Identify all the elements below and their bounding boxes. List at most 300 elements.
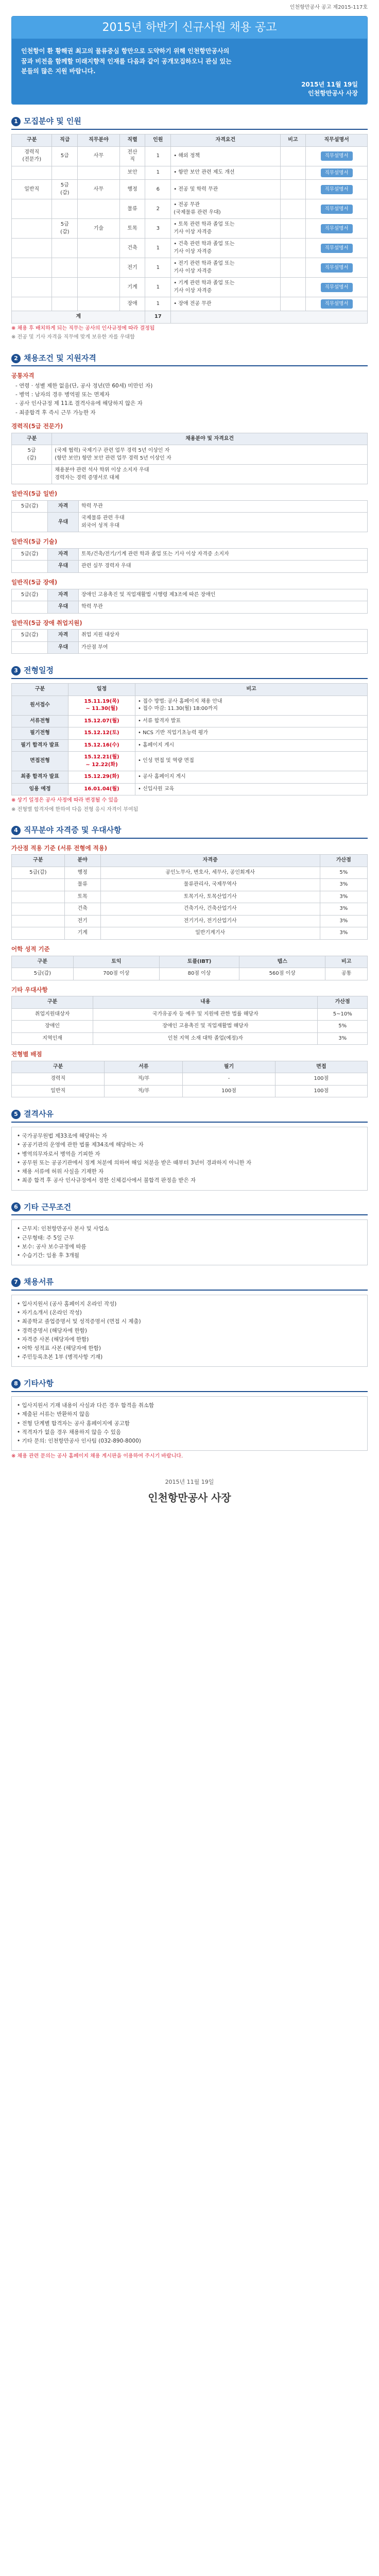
cell-note: • 신입사원 교육 bbox=[135, 783, 368, 795]
table-row bbox=[12, 1032, 368, 1045]
total-count: 17 bbox=[145, 311, 171, 324]
cell-cert: 공인노무사, 변호사, 세무사, 공인회계사 bbox=[100, 867, 320, 879]
section-preferences bbox=[11, 825, 368, 1097]
cell-doc: 적/부 bbox=[105, 1085, 183, 1097]
cell-stage: 면접전형 bbox=[12, 752, 68, 771]
cell-requirement: • 해외 정책 bbox=[171, 146, 280, 166]
section-number: 8 bbox=[11, 1379, 21, 1388]
cell-count: 1 bbox=[145, 278, 171, 297]
text-box bbox=[11, 1295, 368, 1367]
table-row bbox=[12, 445, 368, 465]
cell-note: • 접수 방법: 공사 홈페이지 채용 안내 • 접수 마감: 11.30(월) 18:00까지 bbox=[135, 696, 368, 715]
sub-title: 전형별 배점 bbox=[11, 1050, 42, 1058]
job-description-button[interactable]: 직무설명서 bbox=[321, 168, 353, 178]
table-row bbox=[12, 465, 368, 484]
cell-grade: 5급(갑) bbox=[12, 500, 48, 513]
recruitment-table bbox=[11, 134, 368, 324]
footer-signer: 인천항만공사 사장 bbox=[148, 1491, 231, 1504]
cell-action bbox=[306, 239, 368, 258]
cell-note: • 서류 합격자 발표 bbox=[135, 715, 368, 727]
cell-field: 기술 bbox=[78, 219, 119, 239]
cert-table bbox=[11, 854, 368, 940]
cell-note bbox=[280, 166, 306, 180]
note: ※ 채용 관련 문의는 공사 홈페이지 채용 게시판을 이용하여 주시기 바랍니다. bbox=[11, 1453, 183, 1460]
cell-grade bbox=[12, 915, 65, 927]
section-documents bbox=[11, 1277, 368, 1367]
cell-series: 물류 bbox=[119, 199, 145, 219]
job-description-button[interactable]: 직무설명서 bbox=[321, 185, 353, 194]
bullet-item: - 병역 : 남자의 경우 병역필 또는 면제자 bbox=[15, 392, 110, 398]
list-item: • 입사지원서 기재 내용이 사실과 다른 경우 합격을 취소함 bbox=[17, 1402, 154, 1409]
table-row bbox=[12, 239, 368, 258]
section-misc bbox=[11, 1378, 368, 1460]
cell-series: 전산 직 bbox=[119, 146, 145, 166]
cell-field bbox=[78, 297, 119, 311]
table-header: 내용 bbox=[93, 996, 318, 1009]
cell-note: • 인성 면접 및 역량 면접 bbox=[135, 752, 368, 771]
note: ※ 상기 일정은 공사 사정에 따라 변경될 수 있음 bbox=[11, 798, 118, 804]
table-header: 구분 bbox=[12, 1061, 105, 1073]
section-title-text: 기타사항 bbox=[24, 1379, 54, 1388]
table-header: 분야 bbox=[64, 855, 100, 867]
section-title bbox=[11, 1277, 368, 1291]
cell-field bbox=[78, 239, 119, 258]
list-item: • 자격증 사본 (해당자에 한함) bbox=[17, 1336, 89, 1343]
table-total-row bbox=[12, 311, 368, 324]
cell-grade bbox=[12, 891, 65, 903]
cell-count: 1 bbox=[145, 166, 171, 180]
cell-grade bbox=[52, 258, 78, 278]
table-row bbox=[12, 630, 368, 642]
cell-grade bbox=[12, 903, 65, 916]
total-empty bbox=[171, 311, 368, 324]
cell-requirement: • 건축 관련 학과 졸업 또는 기사 이상 자격증 bbox=[171, 239, 280, 258]
cell-grade bbox=[52, 199, 78, 219]
table-header: 구분 bbox=[12, 956, 74, 968]
sub-title: 일반직(5급 기술) bbox=[11, 538, 58, 546]
cell-grade bbox=[52, 239, 78, 258]
table-row bbox=[12, 589, 368, 601]
cell-cert: 토목기사, 토목산업기사 bbox=[100, 891, 320, 903]
cell-stage: 임용 예정 bbox=[12, 783, 68, 795]
sub-title: 기타 우대사항 bbox=[11, 986, 48, 993]
cell-note bbox=[280, 258, 306, 278]
banner-signer: 인천항만공사 사장 bbox=[308, 89, 358, 97]
cell-kind: 자격 bbox=[48, 500, 79, 513]
cell-field: 사무 bbox=[78, 146, 119, 166]
cell-series: 보안 bbox=[119, 166, 145, 180]
cell-action bbox=[306, 297, 368, 311]
section-title bbox=[11, 665, 368, 679]
section-number: 5 bbox=[11, 1110, 21, 1119]
cell-group bbox=[12, 258, 52, 278]
cell-grade bbox=[52, 278, 78, 297]
table-row bbox=[12, 739, 368, 752]
sub-title: 공통자격 bbox=[11, 372, 35, 380]
table-row bbox=[12, 641, 368, 654]
cell-series: 토목 bbox=[119, 219, 145, 239]
cell-pt: 3% bbox=[320, 915, 367, 927]
cell-series: 건축 bbox=[119, 239, 145, 258]
table-header: 가산점 bbox=[320, 855, 367, 867]
table-row bbox=[12, 1008, 368, 1021]
cell-count: 1 bbox=[145, 146, 171, 166]
cell-note bbox=[280, 219, 306, 239]
note: ※ 채용 후 배치하게 되는 직무는 공사의 인사규정에 따라 결정됨 bbox=[11, 325, 155, 331]
cell-requirement: 관련 실무 경력자 우대 bbox=[79, 561, 368, 573]
list-item: • 경력증명서 (해당자에 한함) bbox=[17, 1327, 87, 1334]
text-box bbox=[11, 1219, 368, 1265]
cell-grade bbox=[52, 297, 78, 311]
cell-count: 1 bbox=[145, 239, 171, 258]
cell-toeic: 700점 이상 bbox=[73, 968, 159, 980]
cell-cert: 물류관리사, 국제무역사 bbox=[100, 879, 320, 891]
cell-kind: 우대 bbox=[48, 561, 79, 573]
cell-note bbox=[280, 239, 306, 258]
cell-group bbox=[12, 278, 52, 297]
cell-date: 16.01.04(월) bbox=[68, 783, 135, 795]
cell-note bbox=[280, 199, 306, 219]
cell-doc: 적/부 bbox=[105, 1073, 183, 1086]
cell-date: 15.12.29(화) bbox=[68, 771, 135, 784]
general-table bbox=[11, 629, 368, 654]
section-number: 2 bbox=[11, 354, 21, 363]
table-header: 비고 bbox=[325, 956, 368, 968]
sub-title: 경력직(5급 전문가) bbox=[11, 422, 63, 430]
job-description-button[interactable]: 직무설명서 bbox=[321, 299, 353, 309]
cell-stage: 서류전형 bbox=[12, 715, 68, 727]
table-header: 구분 bbox=[12, 433, 52, 445]
table-row bbox=[12, 903, 368, 916]
text-box bbox=[11, 1396, 368, 1451]
section-number: 1 bbox=[11, 117, 21, 126]
section-work-conditions bbox=[11, 1202, 368, 1266]
cell-grade: 5급(갑) bbox=[12, 630, 48, 642]
job-description-button[interactable]: 직무설명서 bbox=[321, 224, 353, 233]
table-header: 서류 bbox=[105, 1061, 183, 1073]
cell-group: 경력직 (전문가) bbox=[12, 146, 52, 166]
cell-requirement: • 전공 무관 (국제물류 관련 우대) bbox=[171, 199, 280, 219]
section-title-text: 채용서류 bbox=[24, 1277, 54, 1287]
cell-pt: 5% bbox=[318, 1021, 368, 1033]
cell-kind: 자격 bbox=[48, 589, 79, 601]
table-header: 구분 bbox=[12, 855, 65, 867]
cell-requirement: 장애인 고용촉진 및 직업재활법 시행령 제3조에 따른 장애인 bbox=[79, 589, 368, 601]
footer-date: 2015년 11월 19일 bbox=[165, 1478, 214, 1485]
cell-field bbox=[78, 166, 119, 180]
table-header: 자격증 bbox=[100, 855, 320, 867]
section-title bbox=[11, 1109, 368, 1123]
section-number: 6 bbox=[11, 1202, 21, 1212]
bullet-item: - 최종합격 후 즉시 근무 가능한 자 bbox=[15, 409, 96, 416]
table-row bbox=[12, 915, 368, 927]
cell-action bbox=[306, 219, 368, 239]
section-title bbox=[11, 353, 368, 367]
cell-date: 15.12.21(월) ~ 12.22(화) bbox=[68, 752, 135, 771]
page-title: 2015년 하반기 신규사원 채용 공고 bbox=[12, 16, 367, 39]
list-item: • 공무원 또는 공공기관에서 징계 처분에 의하여 해임 처분을 받은 때부터 3년이 경과하지 아니한 자 bbox=[17, 1159, 252, 1166]
cell-requirement: 국제물류 관련 우대 외국어 성적 우대 bbox=[79, 513, 368, 532]
job-description-button[interactable]: 직무설명서 bbox=[321, 151, 353, 161]
table-header: 면접 bbox=[275, 1061, 367, 1073]
list-item: • 채용 서류에 허위 사실을 기재한 자 bbox=[17, 1168, 104, 1175]
cell-field: 물류 bbox=[64, 879, 100, 891]
section-number: 3 bbox=[11, 666, 21, 675]
cell-requirement: 취업 지원 대상자 bbox=[79, 630, 368, 642]
notice-number: 인천항만공사 공고 제2015-117호 bbox=[289, 5, 368, 10]
cell-grade: 5급(갑) bbox=[12, 867, 65, 879]
cell-stage: 필기 합격자 발표 bbox=[12, 739, 68, 752]
cell-count: 1 bbox=[145, 297, 171, 311]
sub-title: 일반직(5급 장애) bbox=[11, 578, 58, 586]
banner-date: 2015년 11월 19일 bbox=[301, 80, 358, 88]
cell-requirement: • 전공 및 학력 무관 bbox=[171, 180, 280, 199]
total-label: 계 bbox=[12, 311, 145, 324]
list-item: • 자기소개서 (온라인 작성) bbox=[17, 1310, 82, 1316]
cell-grade bbox=[12, 927, 65, 940]
cell-action bbox=[306, 180, 368, 199]
cell-count: 1 bbox=[145, 258, 171, 278]
cell-field: 토목 bbox=[64, 891, 100, 903]
section-number: 7 bbox=[11, 1278, 21, 1287]
cell-action bbox=[306, 258, 368, 278]
cell-requirement: 채용분야 관련 석사 학위 이상 소지자 우대 경력자는 경력 증명서로 대체 bbox=[52, 465, 368, 484]
cell-stage: 원서접수 bbox=[12, 696, 68, 715]
cell-note: • 홈페이지 게시 bbox=[135, 739, 368, 752]
note: ※ 전공 및 기사 자격을 직무에 맞게 보유한 자를 우대함 bbox=[11, 334, 135, 341]
cell-requirement: 토목/건축/전기/기계 관련 학과 졸업 또는 기사 이상 자격증 소지자 bbox=[79, 548, 368, 561]
sub-title: 일반직(5급 일반) bbox=[11, 490, 58, 498]
cell-type: 취업지원대상자 bbox=[12, 1008, 93, 1021]
cell-pt: 3% bbox=[320, 891, 367, 903]
cell-pt: 3% bbox=[320, 927, 367, 940]
section-title-text: 전형일정 bbox=[24, 666, 54, 675]
cell-grade bbox=[52, 166, 78, 180]
cell-requirement: • 토목 관련 학과 졸업 또는 기사 이상 자격증 bbox=[171, 219, 280, 239]
sub-title: 어학 성적 기준 bbox=[11, 945, 50, 953]
cell-series: 장애 bbox=[119, 297, 145, 311]
cell-group bbox=[12, 199, 52, 219]
cell-pt: 3% bbox=[320, 879, 367, 891]
bullet-item: - 연령 · 성별 제한 없음(단, 공사 정년(만 60세) 미만인 자) bbox=[15, 383, 153, 389]
list-item: • 적격자가 없을 경우 채용하지 않을 수 있음 bbox=[17, 1429, 121, 1435]
cell-cert: 건축기사, 건축산업기사 bbox=[100, 903, 320, 916]
career-table bbox=[11, 433, 368, 485]
table-row bbox=[12, 166, 368, 180]
cell-count: 2 bbox=[145, 199, 171, 219]
section-title-text: 모집분야 및 인원 bbox=[24, 116, 81, 126]
cell-grade: 일반직 bbox=[12, 1085, 105, 1097]
cell-count: 6 bbox=[145, 180, 171, 199]
cell-write: 100점 bbox=[183, 1085, 275, 1097]
table-row bbox=[12, 696, 368, 715]
list-item: • 근무지: 인천항만공사 본사 및 사업소 bbox=[17, 1226, 109, 1232]
table-row bbox=[12, 1073, 368, 1086]
cell-pt: 3% bbox=[320, 903, 367, 916]
cell-field: 전기 bbox=[64, 915, 100, 927]
cell-requirement: • 기계 관련 학과 졸업 또는 기사 이상 자격증 bbox=[171, 278, 280, 297]
table-header: 자격요건 bbox=[171, 134, 280, 147]
cell-grade: 경력직 bbox=[12, 1073, 105, 1086]
cell-field bbox=[78, 278, 119, 297]
cell-grade bbox=[12, 513, 48, 532]
cell-grade: 5급 (갑) bbox=[12, 445, 52, 465]
cell-action bbox=[306, 166, 368, 180]
cell-desc: 국가유공자 등 예우 및 지원에 관한 법률 해당자 bbox=[93, 1008, 318, 1021]
table-row bbox=[12, 783, 368, 795]
cell-action bbox=[306, 146, 368, 166]
list-item: • 최종학교 졸업증명서 및 성적증명서 (면접 시 제출) bbox=[17, 1318, 141, 1325]
cell-requirement: • 장애 전공 무관 bbox=[171, 297, 280, 311]
list-item: • 수습기간: 임용 후 3개월 bbox=[17, 1252, 80, 1259]
table-header: 구분 bbox=[12, 684, 68, 696]
list-item: • 어학 성적표 사본 (해당자에 한함) bbox=[17, 1345, 101, 1351]
cell-grade: 5급(갑) bbox=[12, 589, 48, 601]
list-item: • 병역의무자로서 병역을 기피한 자 bbox=[17, 1150, 100, 1157]
list-item: • 근무형태: 주 5일 근무 bbox=[17, 1234, 74, 1241]
table-header: 비고 bbox=[280, 134, 306, 147]
cell-kind: 자격 bbox=[48, 548, 79, 561]
list-item: • 주민등록초본 1부 (병적사항 기재) bbox=[17, 1354, 103, 1361]
table-header: 토플(IBT) bbox=[160, 956, 239, 968]
cell-type: 장애인 bbox=[12, 1021, 93, 1033]
job-description-button[interactable]: 직무설명서 bbox=[321, 244, 353, 253]
table-row bbox=[12, 891, 368, 903]
general-table bbox=[11, 548, 368, 573]
cell-field: 건축 bbox=[64, 903, 100, 916]
job-description-button[interactable]: 직무설명서 bbox=[321, 283, 353, 292]
cell-grade: 5급 bbox=[52, 146, 78, 166]
table-header: 일정 bbox=[68, 684, 135, 696]
cell-action bbox=[306, 278, 368, 297]
cell-grade bbox=[12, 879, 65, 891]
table-row bbox=[12, 715, 368, 727]
text-box bbox=[11, 1127, 368, 1190]
schedule-table bbox=[11, 683, 368, 795]
table-row bbox=[12, 219, 368, 239]
section-title bbox=[11, 825, 368, 839]
table-row bbox=[12, 513, 368, 532]
cell-date: 15.11.19(목) ~ 11.30(월) bbox=[68, 696, 135, 715]
cell-cert: 일반기계기사 bbox=[100, 927, 320, 940]
cell-cert: 전기기사, 전기산업기사 bbox=[100, 915, 320, 927]
cell-requirement: 학력 무관 bbox=[79, 601, 368, 614]
table-row bbox=[12, 258, 368, 278]
footer bbox=[11, 1478, 368, 1505]
cell-kind: 우대 bbox=[48, 601, 79, 614]
cell-date: 15.12.12(토) bbox=[68, 727, 135, 740]
table-row bbox=[12, 1085, 368, 1097]
score-table bbox=[11, 1061, 368, 1098]
cell-desc: 장애인 고용촉진 및 직업재활법 해당자 bbox=[93, 1021, 318, 1033]
cell-kind: 우대 bbox=[48, 641, 79, 654]
cell-note bbox=[280, 278, 306, 297]
table-header: 직무설명서 bbox=[306, 134, 368, 147]
table-row bbox=[12, 1021, 368, 1033]
cell-date: 15.12.07(월) bbox=[68, 715, 135, 727]
job-description-button[interactable]: 직무설명서 bbox=[321, 205, 353, 214]
cell-grade bbox=[12, 561, 48, 573]
section-qualifications bbox=[11, 353, 368, 654]
cell-note bbox=[280, 146, 306, 166]
section-disqualification bbox=[11, 1109, 368, 1190]
table-row bbox=[12, 752, 368, 771]
section-title-text: 기타 근무조건 bbox=[24, 1202, 72, 1212]
section-title bbox=[11, 1378, 368, 1392]
section-title-text: 채용조건 및 지원자격 bbox=[24, 353, 96, 363]
cell-group bbox=[12, 166, 52, 180]
section-schedule bbox=[11, 665, 368, 814]
section-title-text: 직무분야 자격증 및 우대사항 bbox=[24, 825, 122, 835]
table-header: 구분 bbox=[12, 996, 93, 1009]
cell-field bbox=[78, 258, 119, 278]
table-row bbox=[12, 500, 368, 513]
section-title bbox=[11, 116, 368, 130]
table-header: 직렬 bbox=[119, 134, 145, 147]
job-description-button[interactable]: 직무설명서 bbox=[321, 263, 353, 273]
cell-note: • NCS 기반 직업기초능력 평가 bbox=[135, 727, 368, 740]
cell-grade: 5급 (갑) bbox=[52, 180, 78, 199]
language-table bbox=[11, 956, 368, 980]
cell-requirement: (국제 협력) 국제기구 관련 업무 경력 5년 이상인 자 (항만 보안) 항만 보안 관련 업무 경력 5년 이상인 자 bbox=[52, 445, 368, 465]
list-item: • 입사지원서 (공사 홈페이지 온라인 작성) bbox=[17, 1300, 117, 1307]
cell-grade bbox=[12, 641, 48, 654]
banner-line: 꿈과 비전을 함께할 미래지향적 인재를 다음과 같이 공개모집하오니 관심 있는 bbox=[21, 57, 232, 65]
cell-requirement: 가산점 부여 bbox=[79, 641, 368, 654]
section-title bbox=[11, 1202, 368, 1216]
table-row bbox=[12, 601, 368, 614]
table-row bbox=[12, 927, 368, 940]
table-header: 가산점 bbox=[318, 996, 368, 1009]
general-table bbox=[11, 500, 368, 533]
cell-action bbox=[306, 199, 368, 219]
cell-grade: 5급(갑) bbox=[12, 968, 74, 980]
bullet-item: - 공사 인사규정 제 11조 결격사유에 해당하지 않은 자 bbox=[15, 400, 143, 407]
cell-grade bbox=[12, 465, 52, 484]
list-item: • 제출된 서류는 반환하지 않음 bbox=[17, 1411, 90, 1418]
list-item: • 전형 단계별 합격자는 공사 홈페이지에 공고함 bbox=[17, 1420, 130, 1427]
cell-group bbox=[12, 297, 52, 311]
bonus-table bbox=[11, 996, 368, 1045]
cell-series: 전기 bbox=[119, 258, 145, 278]
cell-requirement: 학력 무관 bbox=[79, 500, 368, 513]
cell-series: 행정 bbox=[119, 180, 145, 199]
cell-note: 공통 bbox=[325, 968, 368, 980]
title-banner bbox=[11, 16, 368, 105]
cell-stage: 필기전형 bbox=[12, 727, 68, 740]
list-item: • 국가공무원법 제33조에 해당하는 자 bbox=[17, 1133, 107, 1140]
banner-line: 인천항이 환 황해권 최고의 물류중심 항만으로 도약하기 위해 인천항만공사의 bbox=[21, 47, 230, 55]
table-row bbox=[12, 771, 368, 784]
table-row bbox=[12, 278, 368, 297]
table-row bbox=[12, 879, 368, 891]
table-row bbox=[12, 561, 368, 573]
cell-kind: 자격 bbox=[48, 630, 79, 642]
cell-count: 3 bbox=[145, 219, 171, 239]
list-item: • 기타 문의: 인천항만공사 인사팀 (032-890-8000) bbox=[17, 1438, 141, 1445]
cell-grade bbox=[12, 601, 48, 614]
table-header: 직무분야 bbox=[78, 134, 119, 147]
table-row bbox=[12, 180, 368, 199]
table-header: 비고 bbox=[135, 684, 368, 696]
table-row bbox=[12, 146, 368, 166]
cell-interview: 100점 bbox=[275, 1073, 367, 1086]
cell-desc: 인천 지역 소재 대학 졸업(예정)자 bbox=[93, 1032, 318, 1045]
table-header: 직급 bbox=[52, 134, 78, 147]
list-item: • 보수: 공사 보수규정에 따름 bbox=[17, 1243, 87, 1250]
cell-note bbox=[280, 297, 306, 311]
table-header: 텝스 bbox=[239, 956, 325, 968]
